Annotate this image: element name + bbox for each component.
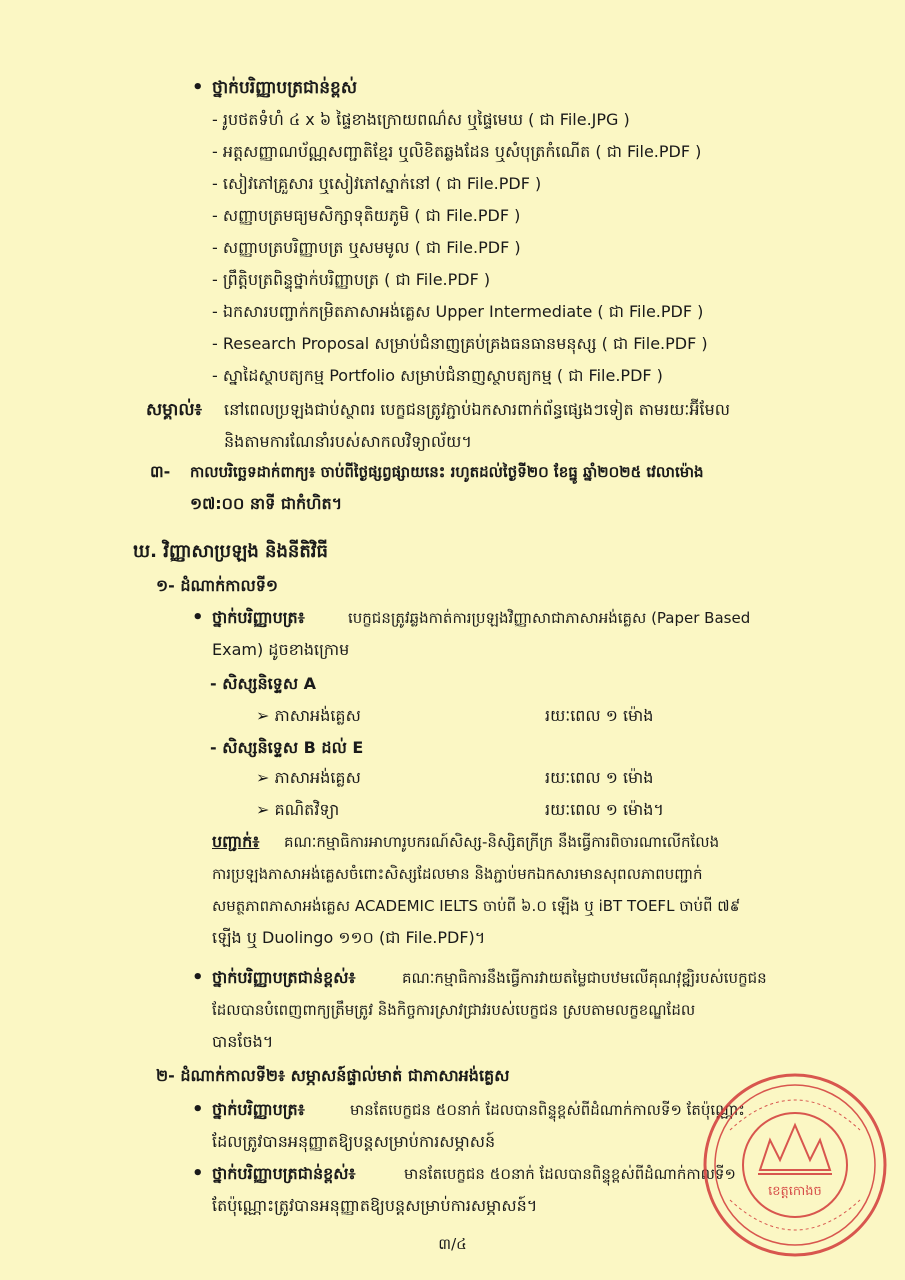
- phase1-bachelor-label: • ថ្នាក់បរិញ្ញាបត្រ៖: [212, 606, 305, 630]
- group-a-heading: - សិស្សនិទ្ទេស A: [210, 674, 317, 693]
- group-be-duration: រយៈពេល ១ ម៉ោង: [545, 768, 654, 787]
- phase1-note-line: គណៈកម្មាធិការអាហារូបករណ៍សិស្ស-និស្សិតក្រីក្រ នឹងធ្វើការពិចារណាលើកលែង: [284, 833, 720, 851]
- phase1-master-label: • ថ្នាក់បរិញ្ញាបត្រជាន់ខ្ពស់៖: [212, 966, 356, 990]
- phase1-master-line: គណៈកម្មាធិការនឹងធ្វើការវាយតម្លៃជាបឋមលើគុណវុឌ្ឍិរបស់បេក្ខជន: [402, 969, 767, 987]
- phase2-title: ២- ដំណាក់កាលទី២៖ សម្ភាសន៍ផ្ទាល់មាត់ ជាភាសាអង់គ្លេស: [156, 1066, 510, 1085]
- phase1-master-line: ដែលបានបំពេញពាក្យត្រឹមត្រូវ និងកិច្ចការស្រាវជ្រាវរបស់បេក្ខជន ស្របតាមលក្ខខណ្ឌដែល: [212, 1001, 696, 1019]
- note-line: និងតាមការណែនាំរបស់សាកលវិទ្យាល័យ។: [224, 432, 472, 451]
- doc-item: - រូបថតទំហំ ៤ x ៦ ផ្ទៃខាងក្រោយពណ៌ស ឬផ្ទៃមេឃ ( ជា File.JPG ): [212, 110, 630, 129]
- docs-header: • ថ្នាក់បរិញ្ញាបត្រជាន់ខ្ពស់: [212, 76, 357, 100]
- doc-item: - សញ្ញាបត្រមធ្យមសិក្សាទុតិយភូមិ ( ជា File.PDF ): [212, 206, 521, 225]
- phase2-master-line: តែប៉ុណ្ណោះត្រូវបានអនុញ្ញាតឱ្យបន្តសម្រាប់ការសម្ភាសន៍។: [212, 1196, 538, 1215]
- phase1-title: ១- ដំណាក់កាលទី១: [156, 576, 278, 595]
- section-title: ឃ. វិញ្ញាសាប្រឡង និងនីតិវិធី: [133, 541, 328, 562]
- doc-item: - សៀវភៅគ្រួសារ ឬសៀវភៅស្នាក់នៅ ( ជា File.PDF ): [212, 174, 542, 193]
- doc-item: - ស្នាដៃស្ថាបត្យកម្ម Portfolio សម្រាប់ជំនាញស្ថាបត្យកម្ម ( ជា File.PDF ): [212, 366, 663, 385]
- phase2-master-label: • ថ្នាក់បរិញ្ញាបត្រជាន់ខ្ពស់៖: [212, 1162, 356, 1186]
- doc-item: - អត្តសញ្ញាណប័ណ្ណសញ្ជាតិខ្មែរ ឬលិខិតឆ្លងដែន ឬសំបុត្រកំណើត ( ជា File.PDF ): [212, 142, 702, 161]
- group-be-duration: រយៈពេល ១ ម៉ោង។: [545, 800, 664, 819]
- doc-item: - Research Proposal សម្រាប់ជំនាញគ្រប់គ្រងធនធានមនុស្ស ( ជា File.PDF ): [212, 334, 708, 353]
- phase2-bachelor-line: មានតែបេក្ខជន ៥០នាក់ ដែលបានពិន្ទុខ្ពស់ពីដំណាក់កាលទី១ តែប៉ុណ្ណោះ: [350, 1101, 745, 1119]
- deadline-number: ៣-: [150, 462, 171, 481]
- official-seal-stamp: [700, 1070, 890, 1260]
- group-be-heading: - សិស្សនិទ្ទេស B ដល់ E: [210, 738, 364, 757]
- phase1-note-line: ឡើង ឬ Duolingo ១១០ (ជា File.PDF)។: [212, 928, 486, 947]
- note-label: សម្គាល់៖: [146, 400, 203, 420]
- group-be-subject: ➢ ភាសាអង់គ្លេស: [256, 768, 361, 787]
- phase2-master-line: មានតែបេក្ខជន ៥០នាក់ ដែលបានពិន្ទុខ្ពស់ពីដំណាក់កាលទី១: [404, 1165, 736, 1183]
- note-line: នៅពេលប្រឡងជាប់ស្ថាពរ បេក្ខជនត្រូវភ្ជាប់ឯកសារពាក់ព័ន្ធផ្សេងៗទៀត តាមរយៈអ៊ីមែល: [224, 400, 730, 419]
- phase2-bachelor-line: ដែលត្រូវបានអនុញ្ញាតឱ្យបន្តសម្រាប់ការសម្ភាសន៍: [212, 1132, 496, 1151]
- phase1-note-label: បញ្ជាក់៖: [212, 832, 260, 851]
- group-a-subject: ➢ ភាសាអង់គ្លេស: [256, 706, 361, 725]
- group-a-duration: រយៈពេល ១ ម៉ោង: [545, 706, 654, 725]
- doc-item: - ព្រឹត្តិបត្រពិន្ទុថ្នាក់បរិញ្ញាបត្រ ( ជា File.PDF ): [212, 270, 491, 289]
- phase2-bachelor-label: • ថ្នាក់បរិញ្ញាបត្រ៖: [212, 1098, 305, 1122]
- deadline-line: កាលបរិច្ឆេទដាក់ពាក្យ៖ ចាប់ពីថ្ងៃផ្សព្វផ្សាយនេះ រហូតដល់ថ្ងៃទី២០ ខែធ្នូ ឆ្នាំ២០២៥ វេលាម៉ោង: [190, 463, 704, 481]
- doc-item: - សញ្ញាបត្របរិញ្ញាបត្រ ឬសមមូល ( ជា File.PDF ): [212, 238, 521, 257]
- stamp-text: ខេត្តកោងច: [768, 1184, 822, 1199]
- phase1-bachelor-line: បេក្ខជនត្រូវឆ្លងកាត់ការប្រឡងវិញ្ញាសាជាភាសាអង់គ្លេស (Paper Based: [348, 609, 751, 627]
- phase1-master-line: បានចែង។: [212, 1032, 274, 1051]
- doc-item: - ឯកសារបញ្ជាក់កម្រិតភាសាអង់គ្លេស Upper Intermediate ( ជា File.PDF ): [212, 302, 704, 321]
- phase1-bachelor-line: Exam) ដូចខាងក្រោម: [212, 640, 350, 659]
- group-be-subject: ➢ គណិតវិទ្យា: [256, 800, 340, 819]
- page-number: ៣/៤: [438, 1235, 467, 1253]
- deadline-line: ១៧:០០ នាទី ជាកំហិត។: [190, 494, 343, 513]
- phase1-note-line: សមត្ថភាពភាសាអង់គ្លេស ACADEMIC IELTS ចាប់ពី ៦.០ ឡើង ឬ iBT TOEFL ចាប់ពី ៧៩: [212, 897, 741, 915]
- phase1-note-line: ការប្រឡងភាសាអង់គ្លេសចំពោះសិស្សដែលមាន និងភ្ជាប់មកឯកសារមានសុពលភាពបញ្ជាក់: [212, 865, 703, 883]
